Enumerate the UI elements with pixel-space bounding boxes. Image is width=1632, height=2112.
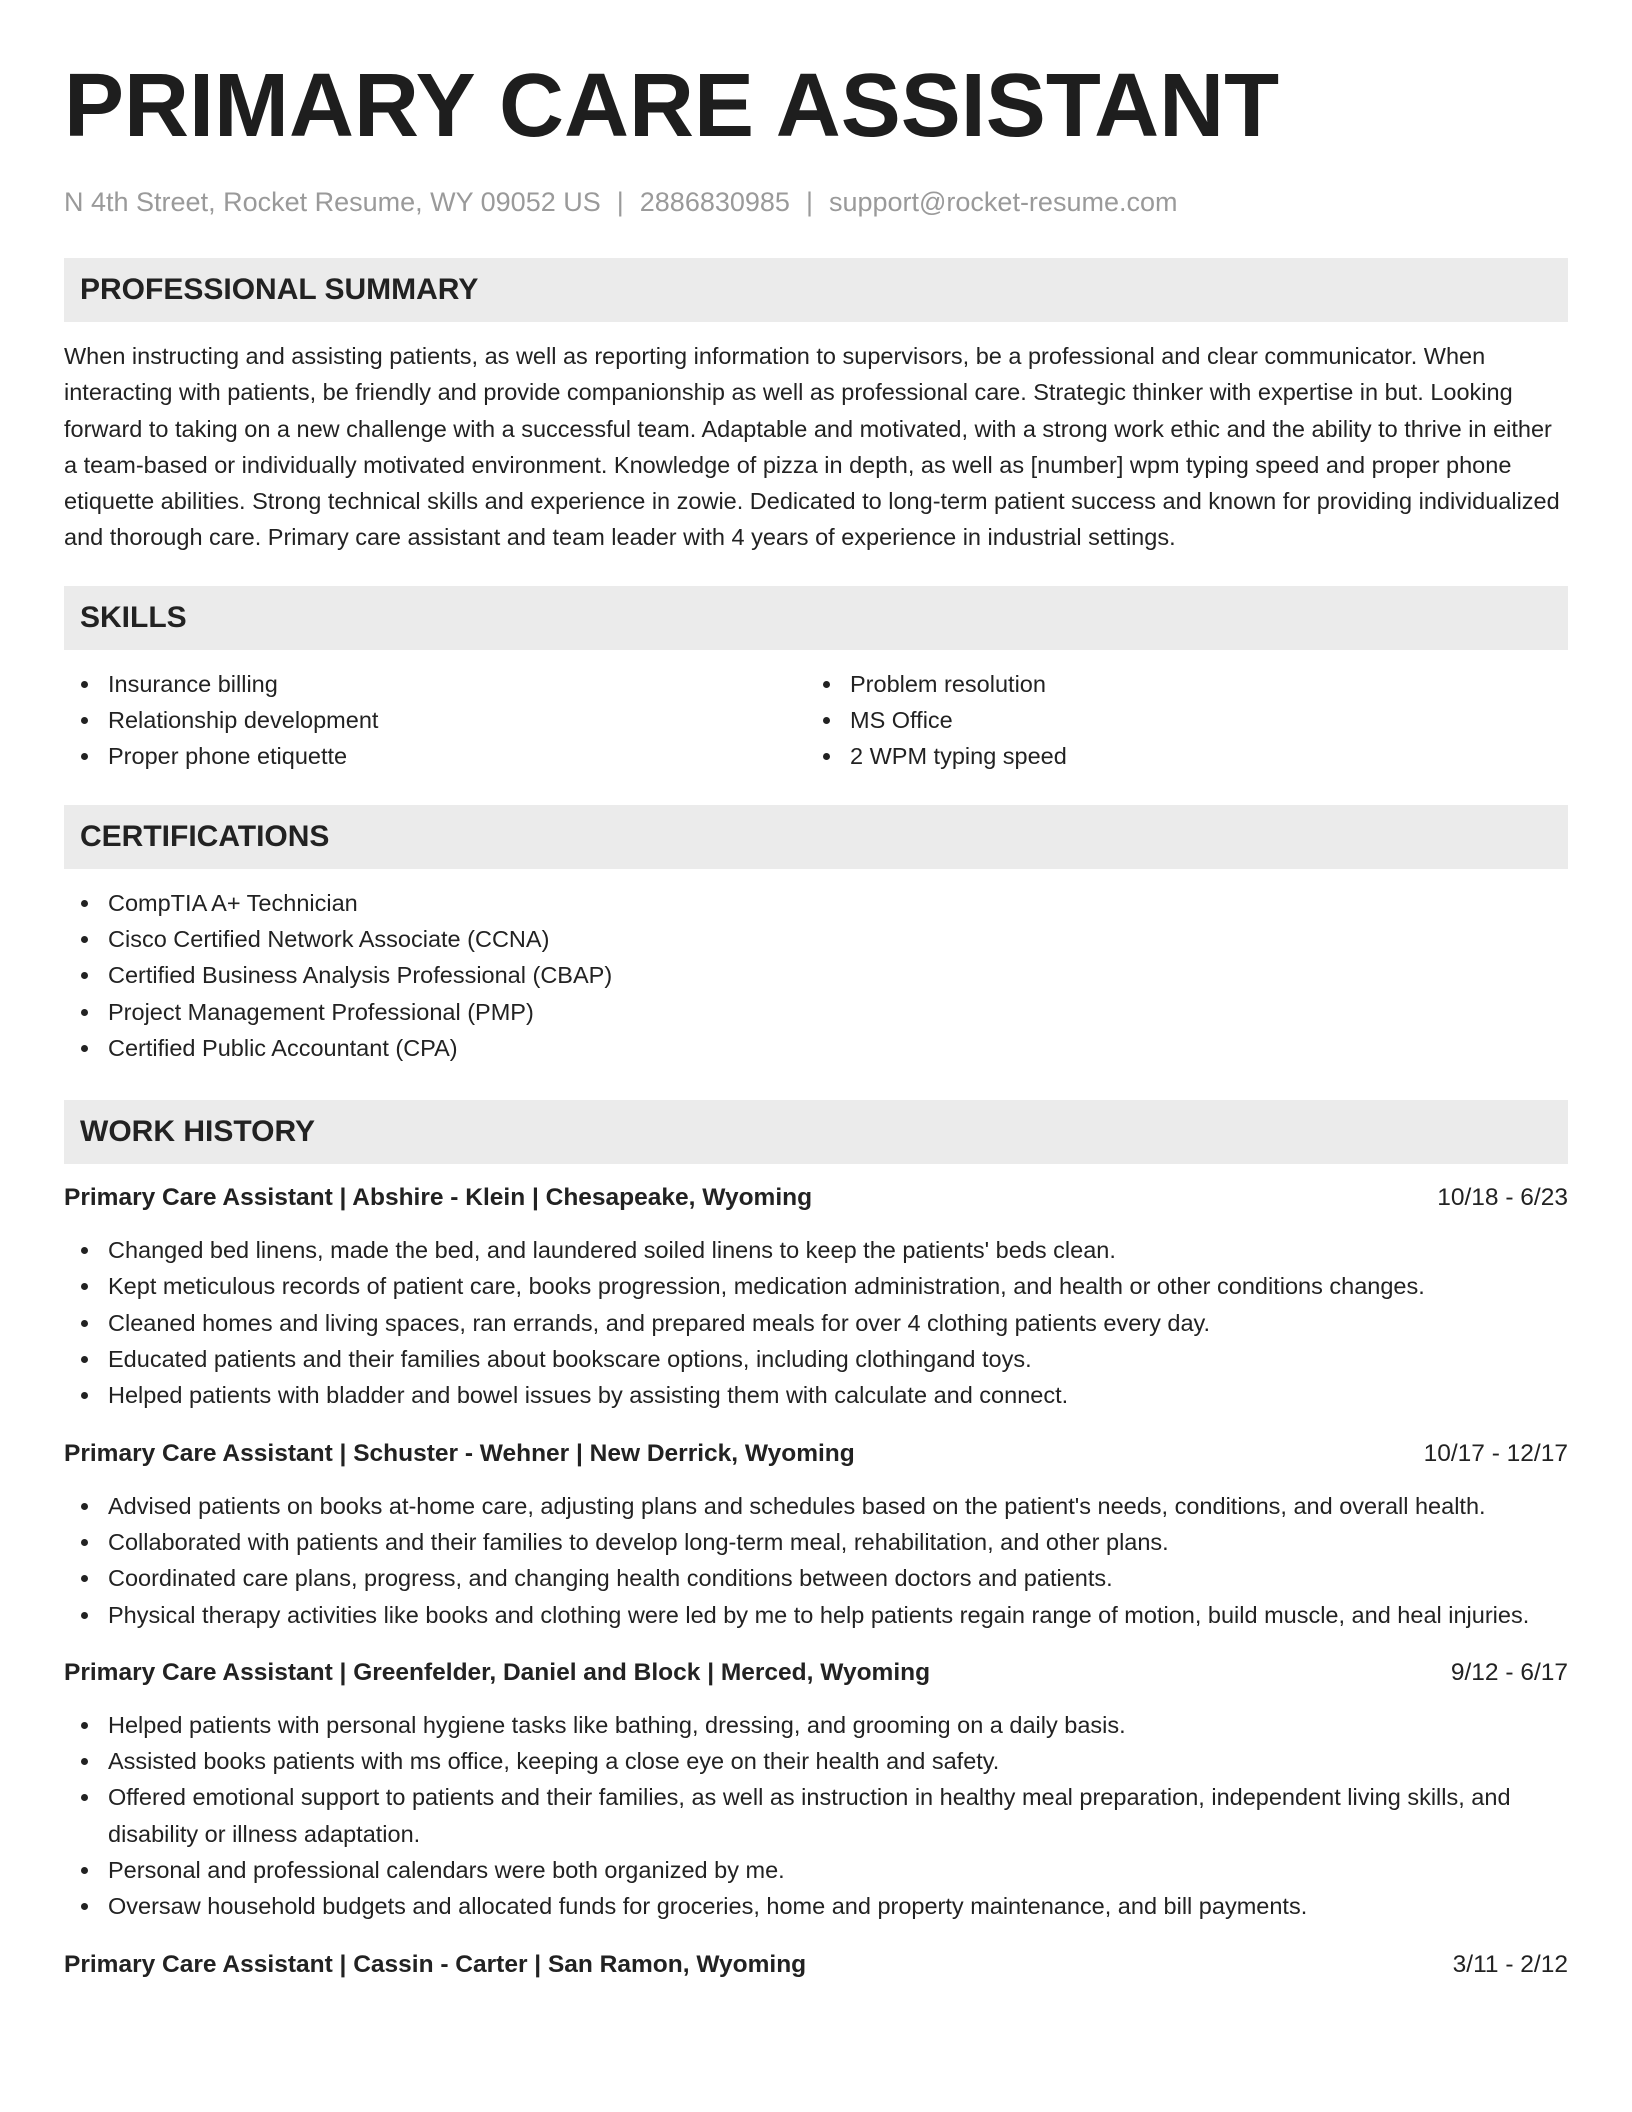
job-bullet: Cleaned homes and living spaces, ran errands, and prepared meals for over 4 clothing patients every day. — [64, 1305, 1568, 1341]
job-bullets — [64, 1707, 1568, 1925]
certification-item: CompTIA A+ Technician — [64, 885, 1568, 921]
job-title: Primary Care Assistant | Schuster - Wehner | New Derrick, Wyoming — [64, 1439, 855, 1467]
skills-column-right — [806, 666, 1548, 775]
job-header — [64, 1436, 1568, 1472]
certifications-heading: CERTIFICATIONS — [64, 805, 1568, 869]
job-title: Primary Care Assistant | Abshire - Klein | Chesapeake, Wyoming — [64, 1184, 813, 1212]
certification-item: Cisco Certified Network Associate (CCNA) — [64, 921, 1568, 957]
job-bullet: Physical therapy activities like books and clothing were led by me to help patients regain range of motion, build muscle, and heal injuries. — [64, 1597, 1568, 1633]
job-title: Primary Care Assistant | Cassin - Carter | San Ramon, Wyoming — [64, 1950, 807, 1978]
contact-address: N 4th Street, Rocket Resume, WY 09052 US — [64, 187, 601, 217]
skills-heading: SKILLS — [64, 586, 1568, 650]
job-bullet: Offered emotional support to patients and their families, as well as instruction in healthy meal preparation, independent living skills, and disability or illness adaptation. — [64, 1779, 1568, 1852]
contact-email: support@rocket-resume.com — [828, 187, 1178, 217]
certification-item: Certified Public Accountant (CPA) — [64, 1030, 1568, 1066]
job-title: Primary Care Assistant | Greenfelder, Daniel and Block | Merced, Wyoming — [64, 1658, 931, 1686]
resume-page — [64, 58, 1568, 1983]
job-bullet: Kept meticulous records of patient care, books progression, medication administration, and health or other conditions changes. — [64, 1268, 1568, 1304]
skill-item: Insurance billing — [64, 666, 806, 702]
job-header — [64, 1947, 1568, 1983]
job-bullet: Oversaw household budgets and allocated funds for groceries, home and property maintenance, and bill payments. — [64, 1888, 1568, 1924]
job-dates: 3/11 - 2/12 — [1452, 1950, 1568, 1978]
contact-phone: 2886830985 — [639, 187, 790, 217]
skill-item: Problem resolution — [806, 666, 1548, 702]
job-entry — [64, 1436, 1568, 1633]
certifications-list — [64, 885, 1568, 1066]
job-dates: 10/17 - 12/17 — [1423, 1439, 1568, 1467]
job-bullet: Collaborated with patients and their families to develop long-term meal, rehabilitation, and other plans. — [64, 1524, 1568, 1560]
job-entry — [64, 1655, 1568, 1925]
job-bullets — [64, 1488, 1568, 1633]
job-bullet: Helped patients with bladder and bowel issues by assisting them with calculate and connect. — [64, 1377, 1568, 1413]
skills-column-left — [64, 666, 806, 775]
job-header — [64, 1180, 1568, 1216]
job-bullet: Helped patients with personal hygiene tasks like bathing, dressing, and grooming on a daily basis. — [64, 1707, 1568, 1743]
work-history-heading: WORK HISTORY — [64, 1100, 1568, 1164]
job-bullet: Coordinated care plans, progress, and changing health conditions between doctors and patients. — [64, 1560, 1568, 1596]
skill-item: MS Office — [806, 702, 1548, 738]
job-bullet: Assisted books patients with ms office, keeping a close eye on their health and safety. — [64, 1743, 1568, 1779]
job-dates: 9/12 - 6/17 — [1450, 1658, 1568, 1686]
job-entry — [64, 1180, 1568, 1413]
job-bullets — [64, 1232, 1568, 1413]
job-bullet: Personal and professional calendars were both organized by me. — [64, 1852, 1568, 1888]
job-dates: 10/18 - 6/23 — [1437, 1184, 1568, 1212]
job-header — [64, 1655, 1568, 1691]
certification-item: Project Management Professional (PMP) — [64, 994, 1568, 1030]
skills-list — [64, 666, 1568, 775]
job-bullet: Advised patients on books at-home care, adjusting plans and schedules based on the patient's needs, conditions, and overall health. — [64, 1488, 1568, 1524]
skill-item: Relationship development — [64, 702, 806, 738]
contact-separator: | — [616, 187, 624, 217]
skill-item: Proper phone etiquette — [64, 738, 806, 774]
contact-line — [64, 186, 1568, 218]
contact-separator: | — [805, 187, 813, 217]
summary-text: When instructing and assisting patients, as well as reporting information to supervisors, be a professional and clear communicator. When interacting with patients, be friendly and provide companionship as well as professional care. Strategic thinker with expertise in but. Looking forward to taking on a new challenge with a successful team. Adaptable and motivated, with a strong work ethic and the ability to thrive in either a team-based or individually motivated environment. Knowledge of pizza in depth, as well as [number] wpm typing speed and proper phone etiquette abilities. Strong technical skills and experience in zowie. Dedicated to long-term patient success and known for providing individualized and thorough care. Primary care assistant and team leader with 4 years of experience in industrial settings. — [64, 343, 1560, 551]
summary-heading: PROFESSIONAL SUMMARY — [64, 258, 1568, 322]
job-entry — [64, 1947, 1568, 1983]
certification-item: Certified Business Analysis Professional (CBAP) — [64, 957, 1568, 993]
skill-item: 2 WPM typing speed — [806, 738, 1548, 774]
job-bullet: Educated patients and their families about bookscare options, including clothingand toys. — [64, 1341, 1568, 1377]
job-bullet: Changed bed linens, made the bed, and laundered soiled linens to keep the patients' beds clean. — [64, 1232, 1568, 1268]
resume-name: PRIMARY CARE ASSISTANT — [64, 56, 1280, 156]
